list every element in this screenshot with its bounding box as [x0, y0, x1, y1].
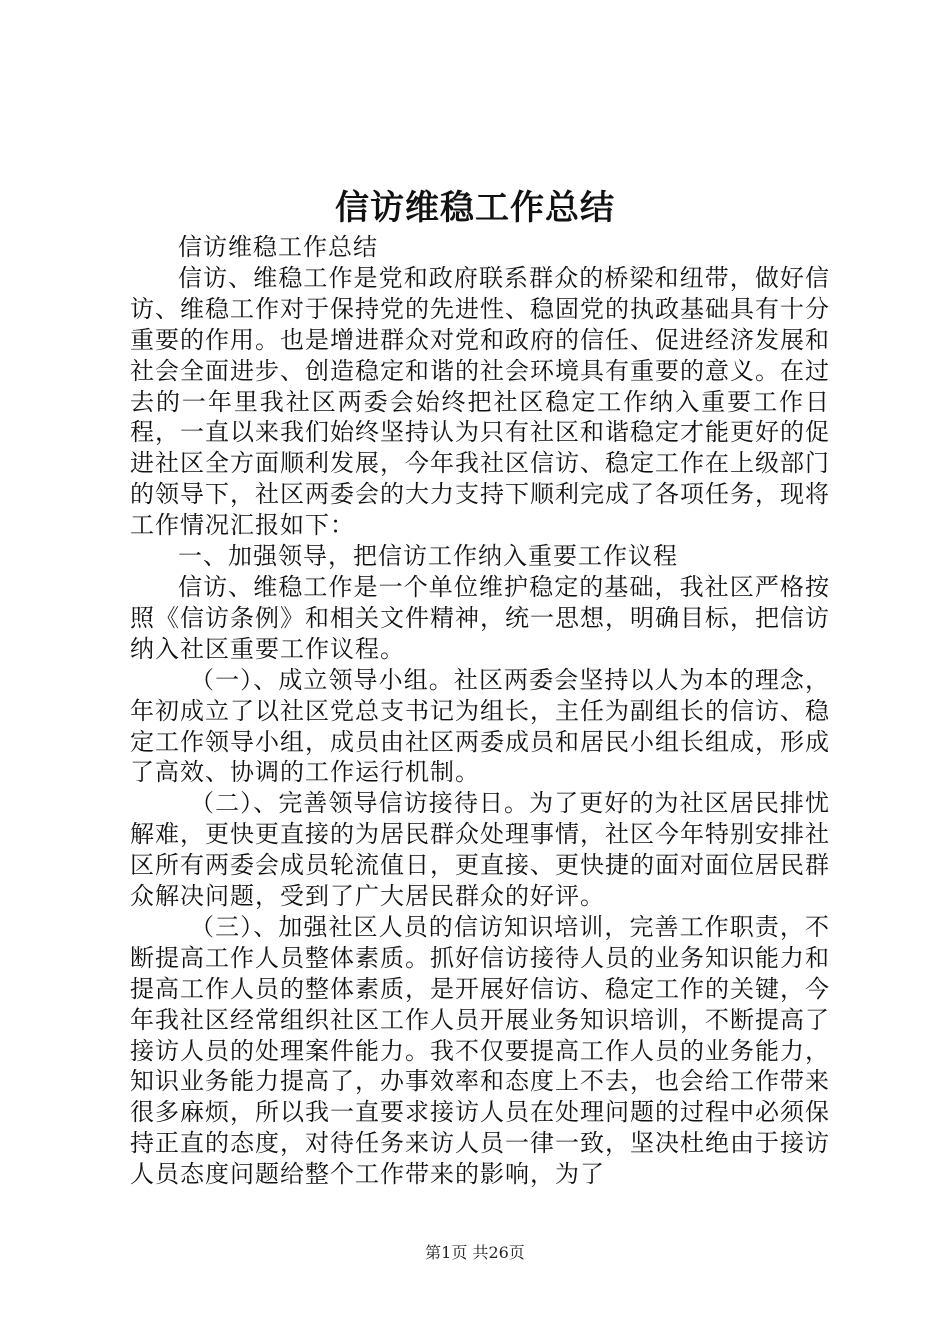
paragraph-section-1: 信访、维稳工作是一个单位维护稳定的基础，我社区严格按照《信访条例》和相关文件精神，统一思想，明确目标，把信访纳入社区重要工作议程。 [130, 572, 830, 663]
section-heading-1: 一、加强领导，把信访工作纳入重要工作议程 [178, 542, 678, 571]
paragraph-item-1: （一）、成立领导小组。社区两委会坚持以人为本的理念，年初成立了以社区党总支书记为组长，主任为副组长的信访、稳定工作领导小组，成员由社区两委成员和居民小组长组成，形成了高效、协调的工作运行机制。 [130, 665, 830, 787]
paragraph-intro: 信访、维稳工作是党和政府联系群众的桥梁和纽带，做好信访、维稳工作对于保持党的先进性、稳固党的执政基础具有十分重要的作用。也是增进群众对党和政府的信任、促进经济发展和社会全面进步、创造稳定和谐的社会环境具有重要的意义。在过去的一年里我社区两委会始终把社区稳定工作纳入重要工作日程，一直以来我们始终坚持认为只有社区和谐稳定才能更好的促进社区全方面顺利发展，今年我社区信访、稳定工作在上级部门的领导下，社区两委会的大力支持下顺利完成了各项任务，现将工作情况汇报如下： [130, 263, 830, 540]
page-footer: 第1页 共26页 [425, 1243, 525, 1262]
paragraph-item-3: （三）、加强社区人员的信访知识培训，完善工作职责，不断提高工作人员整体素质。抓好信访接待人员的业务知识能力和提高工作人员的整体素质，是开展好信访、稳定工作的关键，今年我社区经常组织社区工作人员开展业务知识培训，不断提高了接访人员的处理案件能力。我不仅要提高工作人员的业务能力，知识业务能力提高了，办事效率和态度上不去，也会给工作带来很多麻烦，所以我一直要求接访人员在处理问题的过程中必须保持正直的态度，对待任务来访人员一律一致，坚决杜绝由于接访人员态度问题给整个工作带来的影响，为了 [130, 912, 830, 1189]
document-body [130, 232, 830, 1190]
document-title: 信访维稳工作总结 [335, 188, 615, 228]
paragraph-subtitle: 信访维稳工作总结 [178, 233, 378, 261]
paragraph-item-2: （二）、完善领导信访接待日。为了更好的为社区居民排忧解难，更快更直接的为居民群众处理事情，社区今年特别安排社区所有两委会成员轮流值日，更直接、更快捷的面对面位居民群众解决问题，受到了广大居民群众的好评。 [130, 789, 830, 911]
